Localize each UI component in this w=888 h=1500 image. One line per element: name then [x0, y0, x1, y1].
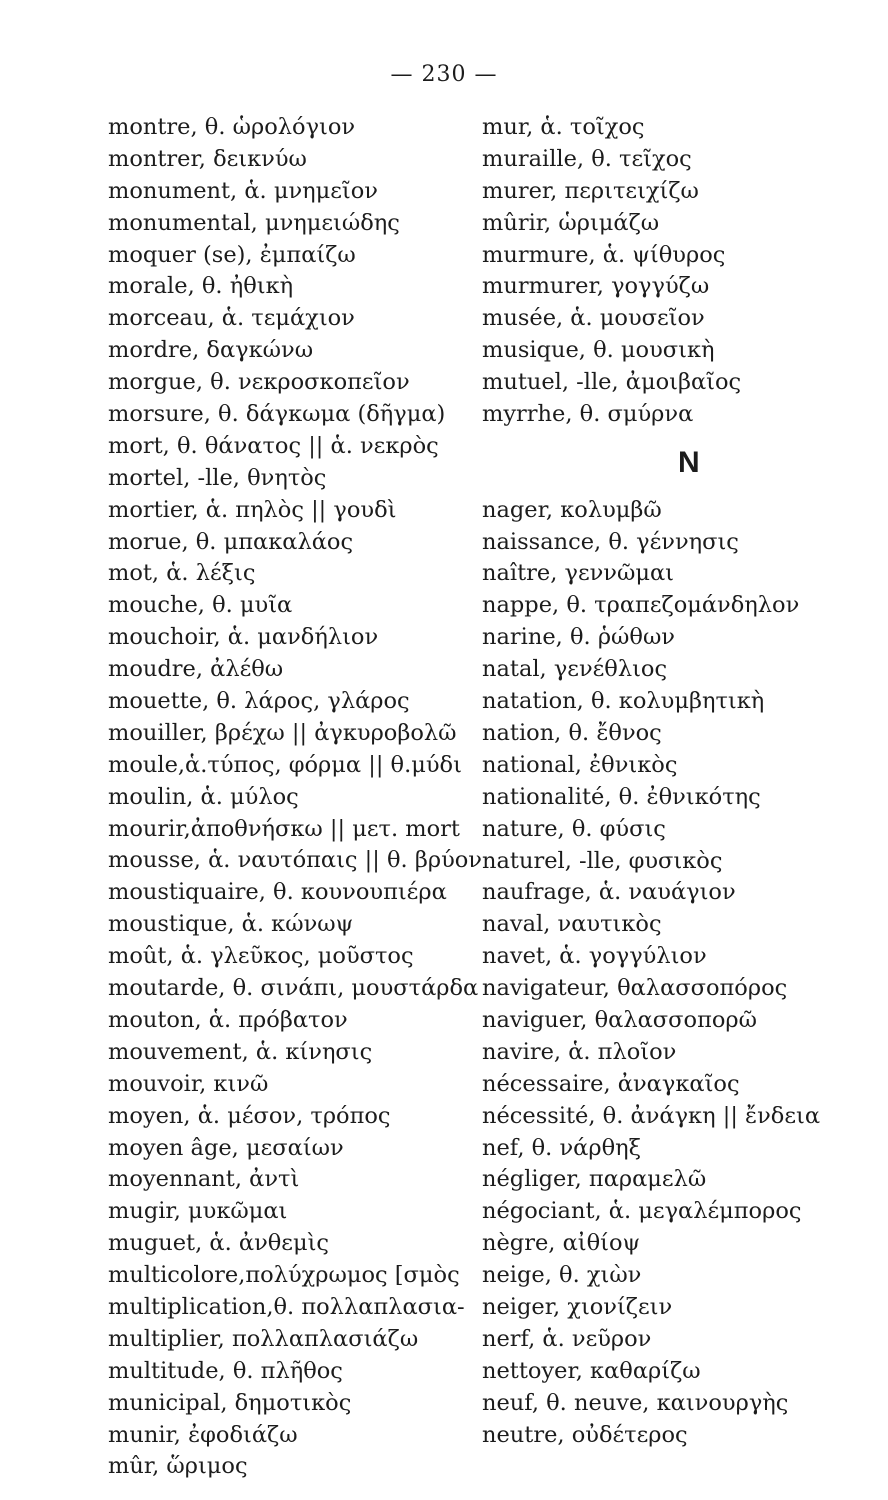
dictionary-entry: mortier, ἁ. πηλὸς || γουδὶ [108, 496, 397, 523]
section-letter: N [678, 445, 700, 479]
dictionary-entry: négociant, ἁ. μεγαλέμπορος [482, 1198, 802, 1225]
dictionary-entry: municipal, δημοτικὸς [108, 1389, 352, 1416]
dictionary-entry: nécessaire, ἀναγκαῖος [482, 1070, 740, 1097]
dictionary-entry: multiplication,θ. πολλαπλασια- [108, 1293, 465, 1320]
dictionary-entry: national, ἐθνικὸς [482, 751, 678, 778]
dictionary-entry: nappe, θ. τραπεζομάνδηλον [482, 592, 800, 619]
dictionary-entry: nécessité, θ. ἀνάγκη || ἔνδεια [482, 1102, 821, 1129]
dictionary-entry: moustique, ἁ. κώνωψ [108, 911, 354, 938]
dictionary-entry: natation, θ. κολυμβητικὴ [482, 688, 765, 715]
dictionary-entry: nettoyer, καθαρίζω [482, 1357, 701, 1384]
dictionary-entry: moule,ἁ.τύπος, φόρμα || θ.μύδι [108, 751, 462, 778]
dictionary-entry: moquer (se), ἐμπαίζω [108, 241, 356, 268]
dictionary-entry: nerf, ἁ. νεῦρον [482, 1325, 652, 1352]
dictionary-entry: naissance, θ. γέννησις [482, 528, 739, 555]
dictionary-entry: mûr, ὥριμος [108, 1453, 248, 1480]
dictionary-entry: morale, θ. ἠθικὴ [108, 273, 294, 300]
dictionary-entry: mouvement, ἁ. κίνησις [108, 1038, 373, 1065]
right-column [482, 112, 872, 1451]
dictionary-entry: multicolore,πολύχρωμος [σμὸς [108, 1262, 460, 1289]
dictionary-entry: naître, γεννῶμαι [482, 560, 674, 587]
dictionary-entry: neiger, χιονίζειν [482, 1293, 673, 1320]
dictionary-entry: nature, θ. φύσις [482, 815, 666, 842]
dictionary-entry: nation, θ. ἔθνος [482, 719, 662, 746]
dictionary-entry: multitude, θ. πλῆθος [108, 1357, 343, 1384]
dictionary-entry: mortel, -lle, θνητὸς [108, 464, 327, 491]
dictionary-entry: naturel, -lle, φυσικὸς [482, 847, 723, 874]
dictionary-entry: moudre, ἀλέθω [108, 656, 284, 683]
dictionary-entry: morue, θ. μπακαλάος [108, 528, 354, 555]
dictionary-entry: mort, θ. θάνατος || ἁ. νεκρὸς [108, 432, 439, 459]
dictionary-entry: munir, ἐφοδιάζω [108, 1421, 298, 1448]
dictionary-entry: narine, θ. ῥώθων [482, 624, 675, 651]
dictionary-entry: montre, θ. ὡρολόγιον [108, 114, 356, 140]
dictionary-entry: moutarde, θ. σινάπι, μουστάρδα [108, 975, 479, 1002]
dictionary-entry: nègre, αἰθίοψ [482, 1230, 641, 1257]
dictionary-entry: mur, ἁ. τοῖχος [482, 114, 645, 140]
dictionary-entry: natal, γενέθλιος [482, 656, 668, 683]
dictionary-entry: mouton, ἁ. πρόβατον [108, 1006, 348, 1033]
page-number: — 230 — [390, 62, 498, 87]
dictionary-entry: mouche, θ. μυῖα [108, 592, 293, 619]
dictionary-entry: neuf, θ. neuve, καινουργὴς [482, 1389, 789, 1416]
dictionary-entry: mûrir, ὡριμάζω [482, 209, 660, 236]
dictionary-entry: nef, θ. νάρθηξ [482, 1134, 642, 1161]
dictionary-entry: morceau, ἁ. τεμάχιον [108, 305, 355, 332]
dictionary-entry: mordre, δαγκώνω [108, 337, 314, 364]
dictionary-entry: moyen âge, μεσαίων [108, 1134, 344, 1161]
dictionary-entry: morsure, θ. δάγκωμα (δῆγμα) [108, 401, 446, 428]
dictionary-entry: mutuel, -lle, ἀμοιβαῖος [482, 369, 742, 396]
dictionary-entry: monumental, μνημειώδης [108, 209, 400, 236]
dictionary-entry: multiplier, πολλαπλασιάζω [108, 1325, 419, 1352]
dictionary-entry: murer, περιτειχίζω [482, 177, 699, 204]
dictionary-entry: nager, κολυμβῶ [482, 496, 662, 523]
dictionary-entry: moulin, ἁ. μύλος [108, 783, 299, 810]
dictionary-entry: naviguer, θαλασσοπορῶ [482, 1006, 757, 1033]
dictionary-entry: mourir,ἀποθνήσκω || μετ. mort [108, 815, 460, 842]
dictionary-entry: navigateur, θαλασσοπόρος [482, 975, 788, 1002]
dictionary-entry: musique, θ. μουσικὴ [482, 337, 715, 364]
dictionary-entry: myrrhe, θ. σμύρνα [482, 401, 694, 428]
dictionary-entry: mousse, ἁ. ναυτόπαις || θ. βρύον [108, 847, 482, 874]
dictionary-entry: muguet, ἁ. ἀνθεμὶς [108, 1230, 330, 1257]
dictionary-entry: murmurer, γογγύζω [482, 273, 710, 300]
dictionary-entry: murmure, ἁ. ψίθυρος [482, 241, 726, 268]
dictionary-entry: montrer, δεικνύω [108, 145, 307, 172]
dictionary-entry: musée, ἁ. μουσεῖον [482, 305, 705, 332]
dictionary-entry: mot, ἁ. λέξις [108, 560, 256, 587]
dictionary-entry: mouvoir, κινῶ [108, 1070, 269, 1097]
dictionary-entry: naval, ναυτικὸς [482, 911, 662, 938]
dictionary-entry: nationalité, θ. ἐθνικότης [482, 783, 761, 810]
dictionary-entry: muraille, θ. τεῖχος [482, 145, 692, 172]
dictionary-entry: monument, ἁ. μνημεῖον [108, 177, 378, 204]
dictionary-entry: moyen, ἁ. μέσον, τρόπος [108, 1102, 391, 1129]
dictionary-entry: naufrage, ἁ. ναυάγιον [482, 879, 736, 906]
dictionary-entry: morgue, θ. νεκροσκοπεῖον [108, 369, 410, 396]
dictionary-entry: mouette, θ. λάρος, γλάρος [108, 688, 410, 715]
dictionary-entry: mugir, μυκῶμαι [108, 1198, 288, 1225]
dictionary-entry: négliger, παραμελῶ [482, 1166, 707, 1193]
left-column [108, 112, 482, 1483]
dictionary-entry: mouiller, βρέχω || ἀγκυροβολῶ [108, 719, 457, 746]
dictionary-entry: neige, θ. χιὼν [482, 1262, 642, 1289]
dictionary-entry: mouchoir, ἁ. μανδήλιον [108, 624, 379, 651]
dictionary-entry: navet, ἁ. γογγύλιον [482, 943, 707, 970]
dictionary-entry: moyennant, ἀντὶ [108, 1166, 300, 1193]
dictionary-entry: moût, ἁ. γλεῦκος, μοῦστος [108, 943, 414, 970]
dictionary-entry: navire, ἁ. πλοῖον [482, 1038, 677, 1065]
dictionary-entry: moustiquaire, θ. κουνουπιέρα [108, 879, 447, 906]
dictionary-entry: neutre, οὐδέτερος [482, 1421, 688, 1448]
